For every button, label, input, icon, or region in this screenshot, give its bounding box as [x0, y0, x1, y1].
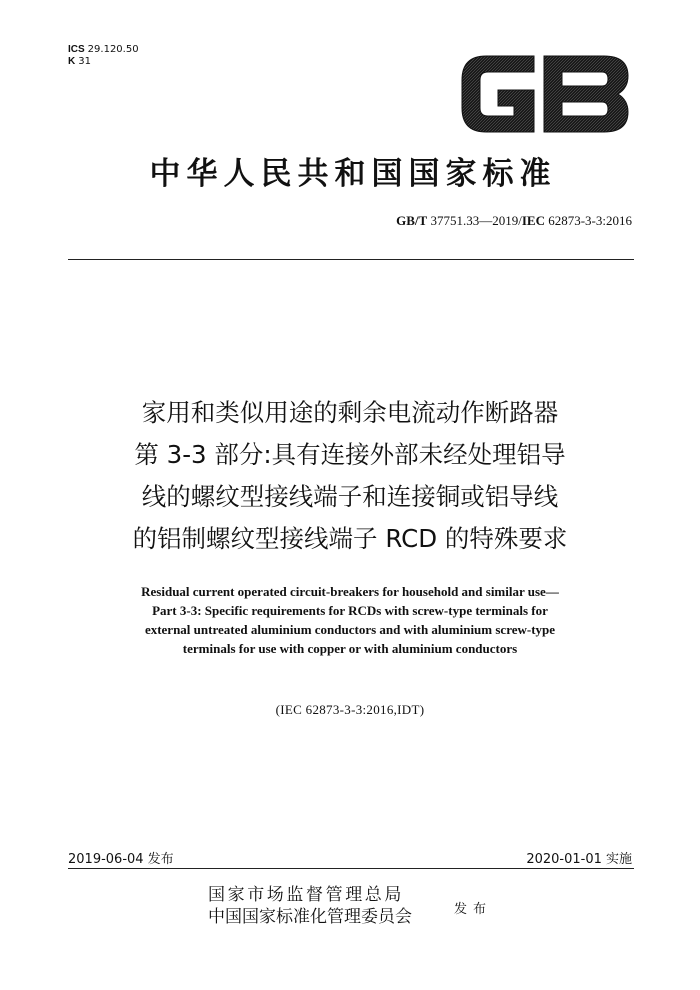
standard-number-value: 37751.33—2019/ [430, 213, 522, 228]
issuer-line: 中国国家标准化管理委员会 [208, 907, 412, 927]
iec-number: 62873-3-3:2016 [548, 213, 632, 228]
title-english [50, 582, 650, 658]
implementation-date: 2020-01-01 实施 [526, 852, 632, 867]
ics-code [68, 44, 139, 56]
ccs-label: K [68, 56, 76, 67]
footer-divider [68, 868, 634, 869]
title-chinese [40, 392, 660, 560]
publish-label: 发布 [454, 902, 493, 917]
standard-prefix: GB/T [396, 213, 428, 228]
equivalence-note: (IEC 62873-3-3:2016,IDT) [275, 702, 425, 717]
title-en-line: Residual current operated circuit-breakers for household and similar use— [141, 584, 559, 599]
ccs-code [68, 56, 139, 68]
iec-prefix: IEC [521, 213, 545, 228]
issuer-line: 国家市场监督管理总局 [208, 885, 404, 905]
issuing-authorities [208, 884, 412, 928]
title-zh-line: 家用和类似用途的剩余电流动作断路器 [141, 398, 559, 427]
gb-logo-icon [456, 50, 634, 138]
title-en-line: Part 3-3: Specific requirements for RCDs with screw-type terminals for [152, 603, 548, 618]
title-en-line: terminals for use with copper or with aluminium conductors [182, 641, 518, 656]
title-en-line: external untreated aluminium conductors and with aluminium screw-type [144, 622, 556, 637]
ccs-value: 31 [78, 56, 91, 67]
ics-label: ICS [68, 44, 85, 55]
ics-value: 29.120.50 [87, 44, 139, 55]
national-standard-title: 中华人民共和国国家标准 [149, 156, 557, 192]
classification-codes [68, 44, 139, 68]
standard-number [396, 213, 632, 229]
title-zh-line: 线的螺纹型接线端子和连接铜或铝导线 [141, 482, 559, 511]
header-divider [68, 259, 634, 260]
title-zh-line: 的铝制螺纹型接线端子 RCD 的特殊要求 [132, 524, 568, 553]
issue-date: 2019-06-04 发布 [68, 852, 174, 867]
title-zh-line: 第 3-3 部分:具有连接外部未经处理铝导 [134, 440, 566, 469]
